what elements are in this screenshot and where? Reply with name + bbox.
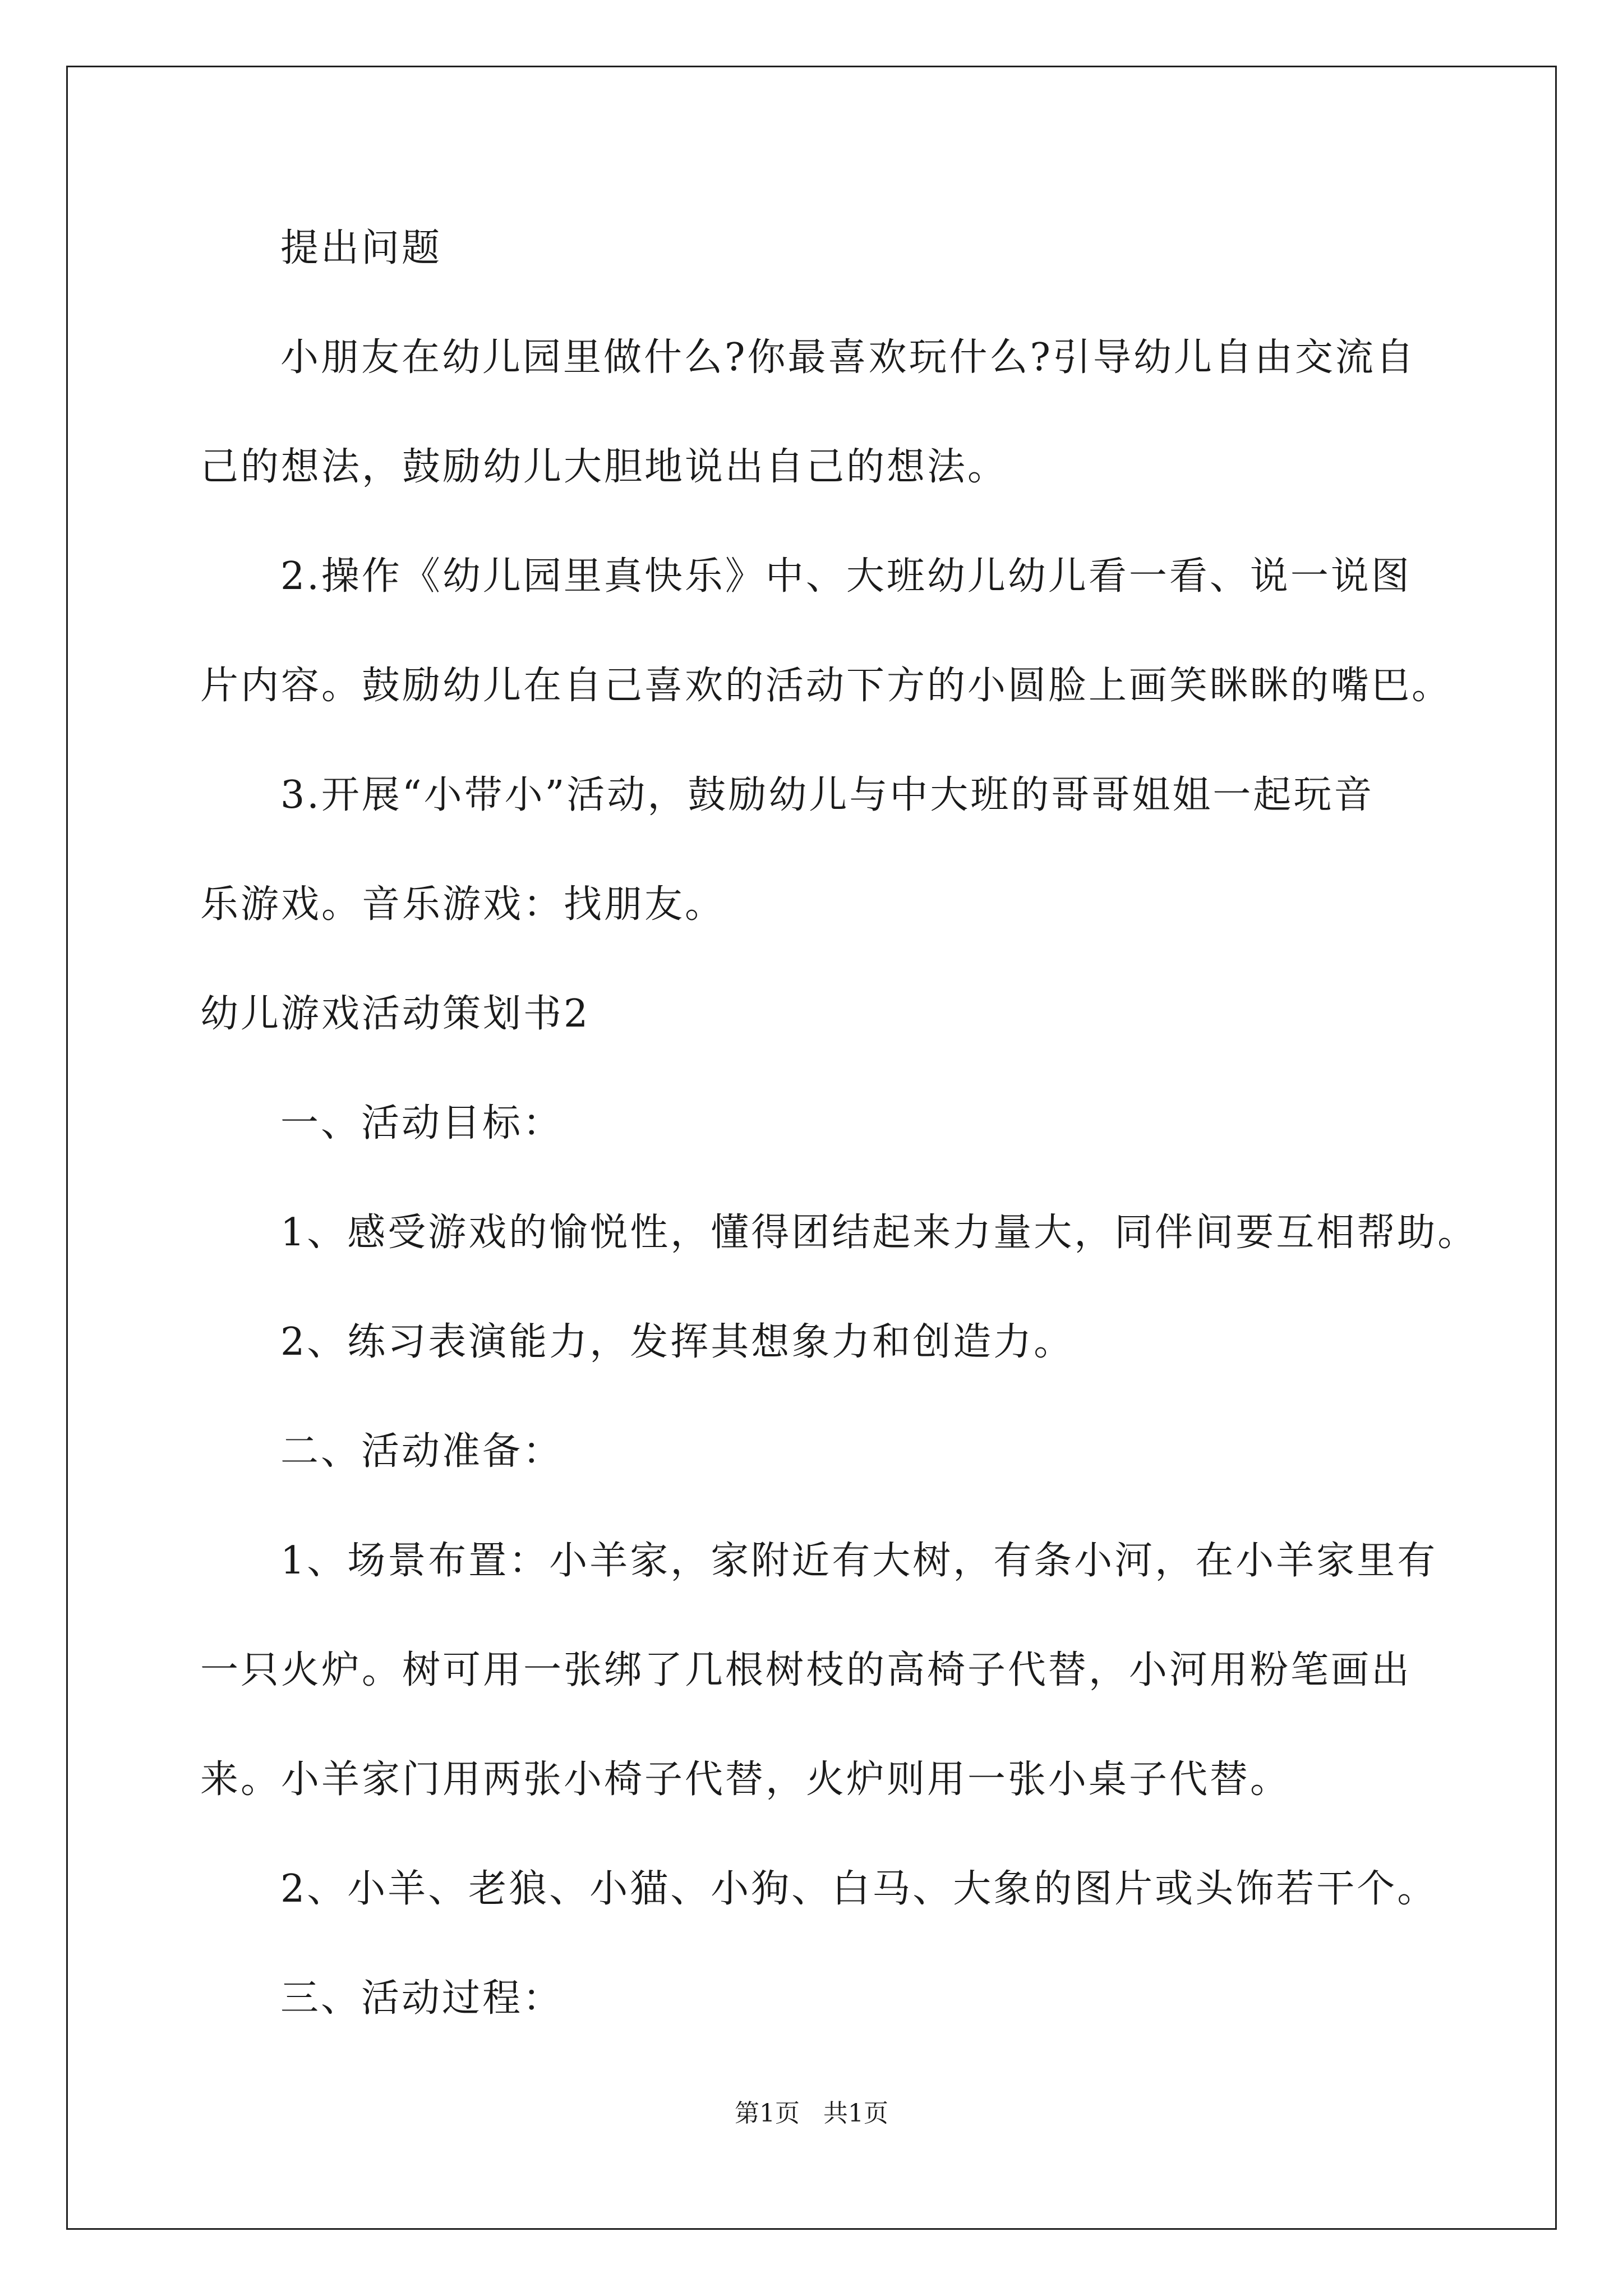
paragraph-line: 小朋友在幼儿园里做什么?你最喜欢玩什么?引导幼儿自由交流自 xyxy=(280,335,1416,380)
paragraph-line: 3.开展“小带小”活动，鼓励幼儿与中大班的哥哥姐姐一起玩音 xyxy=(280,773,1375,817)
paragraph-line: 1、感受游戏的愉悦性，懂得团结起来力量大，同伴间要互相帮助。 xyxy=(280,1211,1478,1255)
paragraph-line: 2.操作《幼儿园里真快乐》中、大班幼儿幼儿看一看、说一说图 xyxy=(280,554,1412,599)
heading-ask-question: 提出问题 xyxy=(280,226,442,270)
heading-activity-preparation: 二、活动准备： xyxy=(280,1429,564,1474)
paragraph-line: 2、练习表演能力，发挥其想象力和创造力。 xyxy=(280,1320,1075,1364)
section-title: 幼儿游戏活动策划书2 xyxy=(200,992,591,1036)
heading-activity-process: 三、活动过程： xyxy=(280,1976,564,2021)
paragraph-line: 一只火炉。树可用一张绑了几根树枝的高椅子代替，小河用粉笔画出 xyxy=(200,1648,1412,1692)
paragraph-line: 己的想法，鼓励幼儿大胆地说出自己的想法。 xyxy=(200,445,1008,489)
paragraph-line: 2、小羊、老狼、小猫、小狗、白马、大象的图片或头饰若干个。 xyxy=(280,1867,1438,1911)
paragraph-line: 乐游戏。音乐游戏：找朋友。 xyxy=(200,882,726,927)
heading-activity-goals: 一、活动目标： xyxy=(280,1101,564,1145)
page-footer: 第1页 共1页 xyxy=(735,2099,888,2128)
paragraph-line: 1、场景布置：小羊家，家附近有大树，有条小河，在小羊家里有 xyxy=(280,1539,1438,1583)
paragraph-line: 来。小羊家门用两张小椅子代替，火炉则用一张小桌子代替。 xyxy=(200,1757,1291,1802)
paragraph-line: 片内容。鼓励幼儿在自己喜欢的活动下方的小圆脸上画笑眯眯的嘴巴。 xyxy=(200,664,1453,708)
